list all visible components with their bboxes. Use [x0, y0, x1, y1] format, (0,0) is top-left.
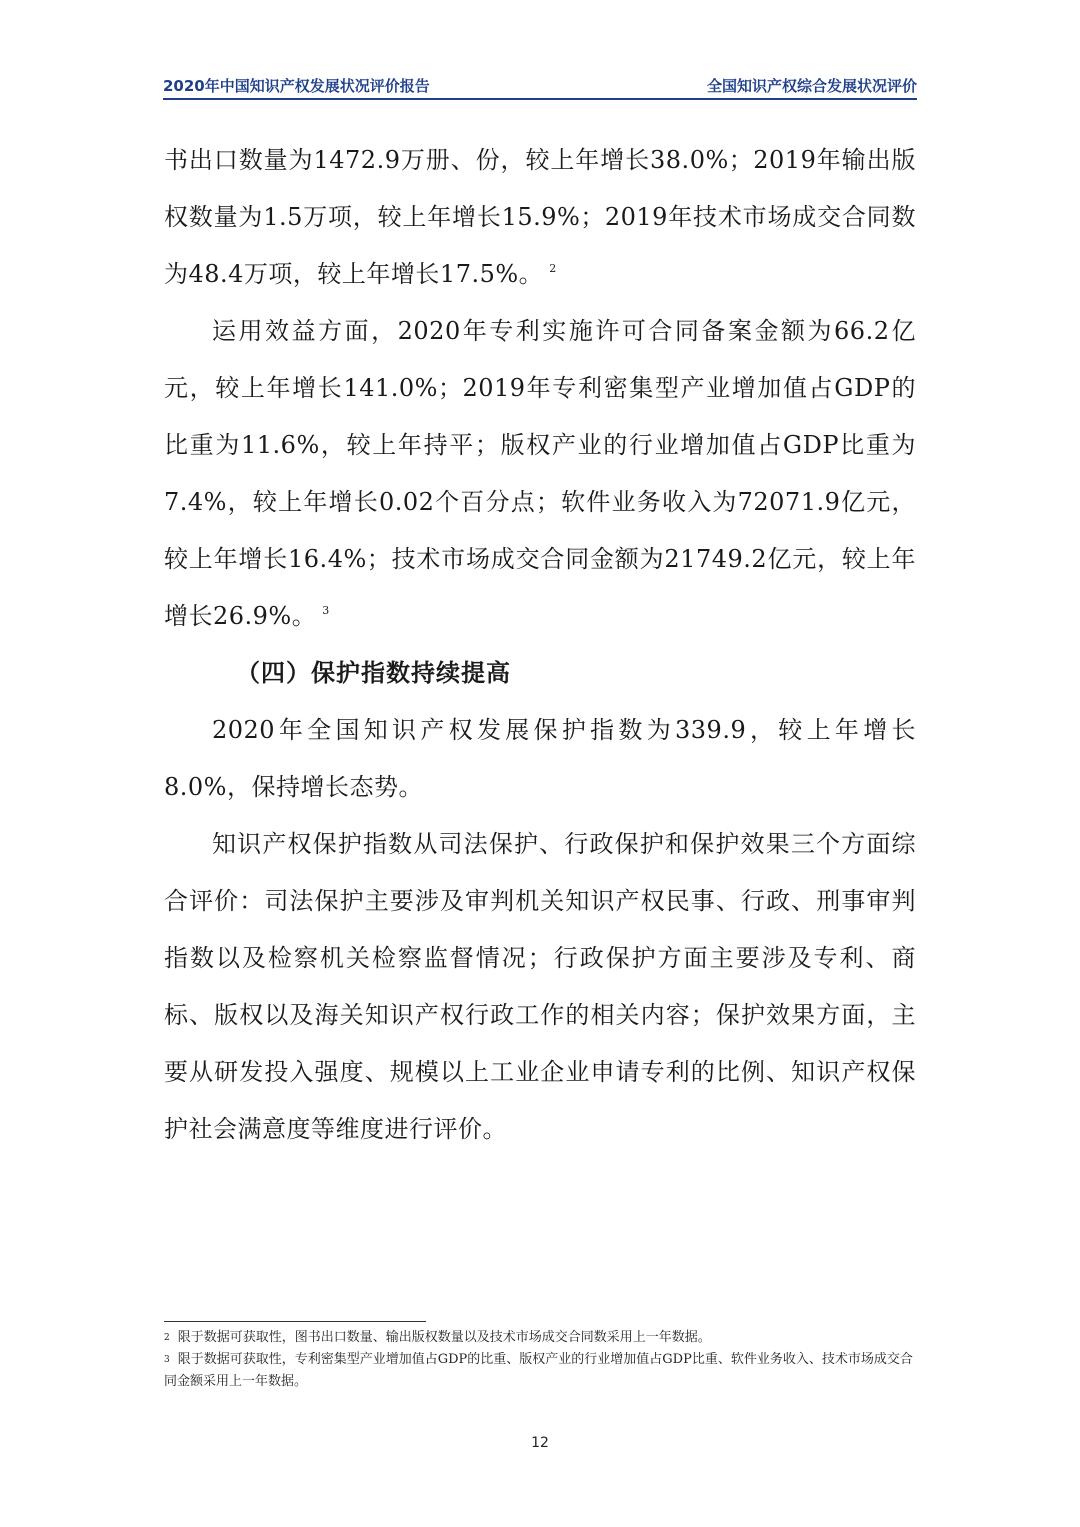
- paragraph-output-stats: [164, 132, 916, 303]
- paragraph-protection-evaluation: 知识产权保护指数从司法保护、行政保护和保护效果三个方面综合评价：司法保护主要涉及审判机关知识产权民事、行政、刑事审判指数以及检察机关检察监督情况；行政保护方面主要涉及专利、商标、版权以及海关知识产权行政工作的相关内容；保护效果方面，主要从研发投入强度、规模以上工业企业申请专利的比例、知识产权保护社会满意度等维度进行评价。: [164, 830, 916, 1143]
- paragraph-protection-index: 2020年全国知识产权发展保护指数为339.9，较上年增长8.0%，保持增长态势。: [164, 716, 916, 801]
- paragraph-output-stats-text: 书出口数量为1472.9万册、份，较上年增长38.0%；2019年输出版权数量为1.5万项，较上年增长15.9%；2019年技术市场成交合同数为48.4万项，较上年增长17.5%。: [164, 146, 916, 288]
- paragraph-utilization-benefits-text: 运用效益方面，2020年专利实施许可合同备案金额为66.2亿元，较上年增长141.0%；2019年专利密集型产业增加值占GDP的比重为11.6%，较上年持平；版权产业的行业增加值占GDP比重为7.4%，较上年增长0.02个百分点；软件业务收入为72071.9亿元，较上年增长16.4%；技术市场成交合同金额为21749.2亿元，较上年增长26.9%。: [164, 317, 916, 630]
- header-report-title: 2020年中国知识产权发展状况评价报告: [163, 77, 430, 95]
- paragraph-utilization-benefits: [164, 303, 916, 645]
- page-number: 12: [531, 1435, 549, 1451]
- page-body: [164, 132, 916, 1158]
- footnote-ref-3: 3: [322, 604, 330, 617]
- page-header: [163, 76, 917, 102]
- header-section-title: 全国知识产权综合发展状况评价: [706, 77, 917, 95]
- footnote-3-number: 3: [164, 1355, 170, 1365]
- footnote-2-text: 限于数据可获取性，图书出口数量、输出版权数量以及技术市场成交合同数采用上一年数据。: [177, 1330, 711, 1345]
- footnote-2: [164, 1327, 916, 1349]
- footnotes: [164, 1321, 916, 1393]
- footnote-rule: [164, 1321, 426, 1322]
- section-heading: （四）保护指数持续提高: [236, 659, 511, 687]
- footnote-ref-2: 2: [549, 262, 557, 275]
- footnote-3: [164, 1349, 916, 1393]
- footnote-2-number: 2: [164, 1333, 170, 1343]
- header-rule: [163, 98, 917, 100]
- footnote-3-text: 限于数据可获取性，专利密集型产业增加值占GDP的比重、版权产业的行业增加值占GDP比重、软件业务收入、技术市场成交合同金额采用上一年数据。: [164, 1352, 913, 1389]
